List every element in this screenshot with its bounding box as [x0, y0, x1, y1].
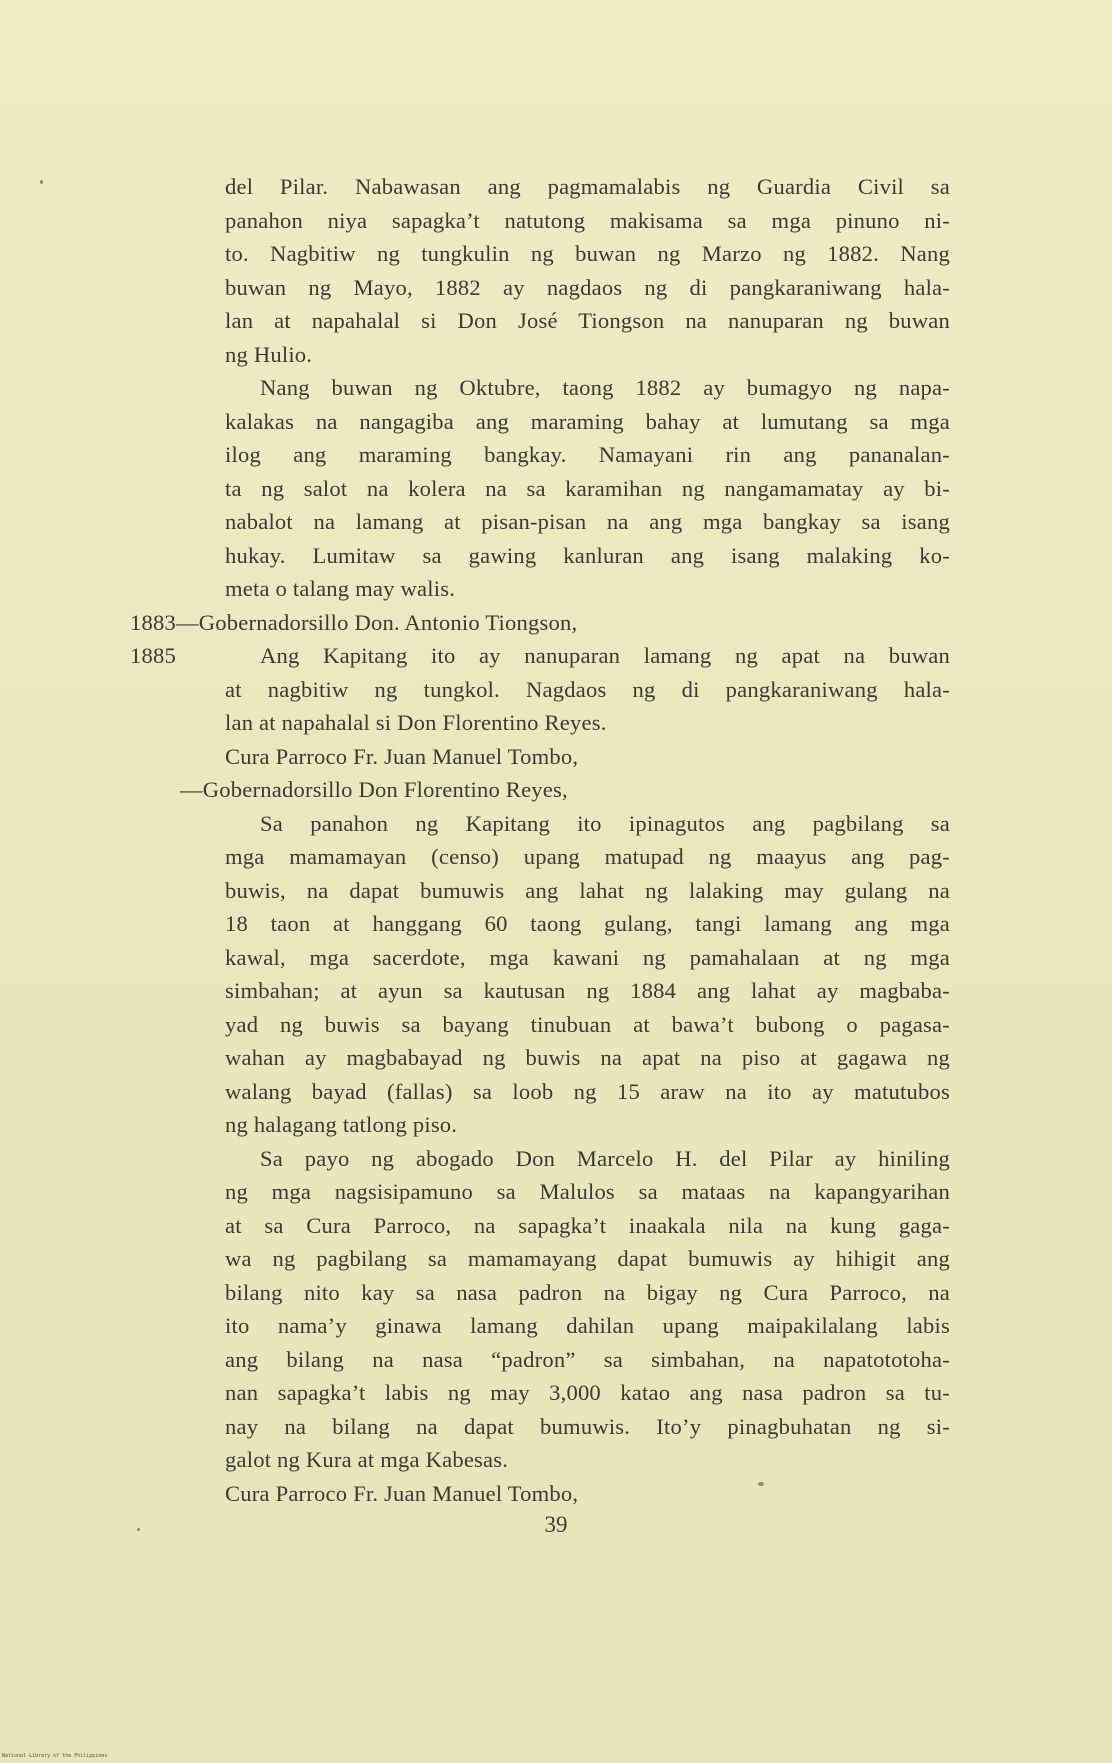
paper-speck [40, 180, 43, 184]
text-line: ito nama’y ginawa lamang dahilan upang maipakilalang labis [225, 1313, 950, 1338]
text-line: at nagbitiw ng tungkol. Nagdaos ng di pangkaraniwang hala- [225, 676, 950, 702]
text-line: 18 taon at hanggang 60 taong gulang, tangi lamang ang mga [225, 911, 950, 936]
paper-speck [758, 1482, 764, 1486]
paper-speck [137, 1528, 140, 1531]
text-line: buwan ng Mayo, 1882 ay nagdaos ng di pangkaraniwang hala- [225, 274, 950, 300]
text-line: ng halagang tatlong piso. [225, 1112, 458, 1137]
text-line: to. Nagbitiw ng tungkulin ng buwan ng Marzo ng 1882. Nang [225, 241, 950, 266]
text-line: lan at napahalal si Don Florentino Reyes. [225, 710, 607, 735]
text-line: wa ng pagbilang sa mamamayang dapat bumuwis ay hihigit ang [225, 1246, 950, 1271]
text-line: mga mamamayan (censo) upang matupad ng maayus ang pag- [225, 844, 950, 869]
text-line: yad ng buwis sa bayang tinubuan at bawa’t bubong o pagasa- [225, 1011, 950, 1037]
text-line: lan at napahalal si Don José Tiongson na nanuparan ng buwan [225, 308, 950, 333]
year-heading-1883: 1883—Gobernadorsillo Don. Antonio Tiongson, [130, 609, 578, 635]
text-line: ng mga nagsisipamuno sa Malulos sa mataas na kapangyarihan [225, 1179, 950, 1204]
text-line: buwis, na dapat bumuwis ang lahat ng lalaking may gulang na [225, 877, 950, 903]
text-line: wahan ay magbabayad ng buwis na apat na piso at gagawa ng [225, 1045, 950, 1070]
text-line: Cura Parroco Fr. Juan Manuel Tombo, [225, 743, 579, 769]
text-line: —Gobernadorsillo Don Florentino Reyes, [180, 777, 568, 802]
footer-stamp: National Library of the Philippines [2, 1753, 108, 1759]
text-line: del Pilar. Nabawasan ang pagmamalabis ng Guardia Civil sa [225, 174, 950, 199]
text-line: Ang Kapitang ito ay nanuparan lamang ng apat na buwan [260, 643, 950, 668]
text-line: nabalot na lamang at pisan-pisan na ang mga bangkay sa isang [225, 509, 950, 534]
text-line: Cura Parroco Fr. Juan Manuel Tombo, [225, 1480, 579, 1506]
text-line: meta o talang may walis. [225, 576, 456, 601]
text-line: panahon niya sapagka’t natutong makisama sa mga pinuno ni- [225, 207, 950, 233]
text-line: kalakas na nangagiba ang maraming bahay at lumutang sa mga [225, 408, 950, 434]
text-line: ilog ang maraming bangkay. Namayani rin ang pananalan- [225, 442, 950, 467]
text-line: ang bilang na nasa “padron” sa simbahan, na napatototoha- [225, 1346, 950, 1372]
text-line: bilang nito kay sa nasa padron na bigay ng Cura Parroco, na [225, 1279, 950, 1305]
text-line: Sa panahon ng Kapitang ito ipinagutos ang pagbilang sa [260, 810, 950, 836]
text-line: ng Hulio. [225, 341, 313, 367]
text-line: ta ng salot na kolera na sa karamihan ng nangamamatay ay bi- [225, 475, 950, 501]
page-number: 39 [544, 1512, 568, 1537]
text-line: walang bayad (fallas) sa loob ng 15 araw na ito ay matutubos [225, 1078, 950, 1104]
text-line: nay na bilang na dapat bumuwis. Ito’y pinagbuhatan ng si- [225, 1413, 950, 1439]
text-line: hukay. Lumitaw sa gawing kanluran ang isang malaking ko- [225, 542, 950, 568]
text-line: simbahan; at ayun sa kautusan ng 1884 ang lahat ay magbaba- [225, 978, 950, 1003]
year-row-1885 [130, 639, 950, 673]
text-line: Nang buwan ng Oktubre, taong 1882 ay bumagyo ng napa- [260, 375, 950, 400]
margin-year-1885: 1885 [130, 643, 176, 668]
body-text [130, 170, 950, 1510]
text-line: Sa payo ng abogado Don Marcelo H. del Pilar ay hiniling [260, 1145, 950, 1171]
text-line: at sa Cura Parroco, na sapagka’t inaakala nila na kung gaga- [225, 1212, 950, 1238]
text-line: kawal, mga sacerdote, mga kawani ng pamahalaan at ng mga [225, 944, 950, 970]
text-line: nan sapagka’t labis ng may 3,000 katao ang nasa padron sa tu- [225, 1380, 950, 1405]
text-line: galot ng Kura at mga Kabesas. [225, 1447, 509, 1472]
